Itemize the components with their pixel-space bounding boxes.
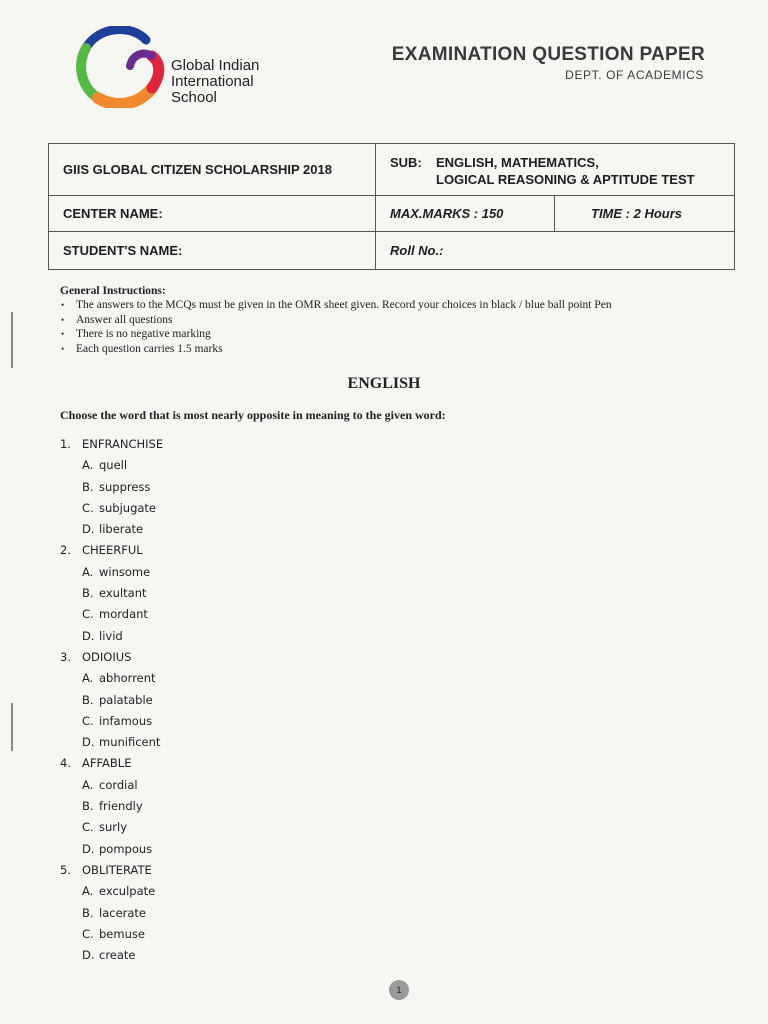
subject-label: SUB: [390,154,422,170]
option-text: exultant [99,586,147,601]
option-text: subjugate [99,500,156,515]
option-text: winsome [99,564,151,579]
option-text: palatable [99,692,153,707]
option-letter: C. [82,713,94,728]
option-text: lacerate [99,905,146,920]
option-text: livid [99,628,123,643]
answer-option [60,798,163,819]
margin-mark [11,312,13,368]
roll-no-field[interactable]: Roll No.: [376,232,735,270]
question-word: ODIOIUS [82,649,132,664]
option-letter: A. [82,671,94,686]
page-number: 1 [389,980,409,1000]
option-letter: B. [82,799,94,814]
question-list [60,436,163,968]
center-name-field[interactable]: CENTER NAME: [49,196,376,232]
subject-cell [376,144,735,196]
department-label: DEPT. OF ACADEMICS [565,68,704,82]
question-number: 5. [60,862,71,877]
school-logo-icon [76,26,166,108]
answer-option [60,926,163,947]
question-item [60,649,163,670]
answer-option [60,521,163,542]
option-letter: C. [82,926,94,941]
student-name-field[interactable]: STUDENT'S NAME: [49,232,376,270]
answer-option [60,841,163,862]
question-instruction: Choose the word that is most nearly opposite in meaning to the given word: [60,408,446,422]
question-item [60,755,163,776]
answer-option [60,670,163,691]
option-letter: A. [82,777,94,792]
option-letter: B. [82,692,94,707]
option-letter: B. [82,586,94,601]
exam-title: EXAMINATION QUESTION PAPER [391,44,705,65]
answer-option [60,457,163,478]
option-letter: A. [82,884,94,899]
option-letter: D. [82,522,95,537]
option-letter: D. [82,735,95,750]
instruction-item: • There is no negative marking [60,327,612,342]
school-name-line: Global Indian [171,57,260,74]
option-text: suppress [99,479,151,494]
option-letter: D. [82,841,95,856]
answer-option [60,734,163,755]
instructions-list [60,298,612,356]
option-text: create [99,948,136,963]
answer-option [60,692,163,713]
school-name [171,58,259,106]
option-text: munificent [99,735,161,750]
question-item [60,436,163,457]
option-letter: D. [82,948,95,963]
answer-option [60,585,163,606]
option-text: bemuse [99,926,145,941]
question-word: OBLITERATE [82,862,152,877]
margin-mark [11,703,13,751]
answer-option [60,500,163,521]
section-title: ENGLISH [347,375,421,392]
question-number: 1. [60,437,71,451]
option-letter: C. [82,820,94,835]
option-text: exculpate [99,884,156,899]
answer-option [60,883,163,904]
option-letter: C. [82,500,94,515]
answer-option [60,564,163,585]
answer-option [60,947,163,968]
instruction-item: • Answer all questions [60,313,612,328]
school-name-line: School [171,89,217,106]
option-text: pompous [99,841,153,856]
option-text: friendly [99,799,143,814]
option-letter: B. [82,479,94,494]
answer-option [60,628,163,649]
answer-option [60,819,163,840]
answer-option [60,905,163,926]
answer-option [60,479,163,500]
subject-line-2: LOGICAL REASONING & APTITUDE TEST [436,171,695,187]
time-cell: TIME : 2 Hours [555,196,735,232]
instruction-item: • The answers to the MCQs must be given in the OMR sheet given. Record your choices in black / blue ball point Pen [60,298,612,313]
answer-option [60,713,163,734]
option-text: surly [99,820,128,835]
option-text: abhorrent [99,671,156,686]
question-word: AFFABLE [82,756,132,771]
option-letter: D. [82,628,95,643]
option-letter: A. [82,564,94,579]
question-number: 3. [60,649,71,664]
exam-info-table [48,143,735,270]
subject-line-1: ENGLISH, MATHEMATICS, [436,154,599,170]
school-name-line: International [171,73,254,90]
option-letter: A. [82,458,94,473]
option-text: infamous [99,713,153,728]
instructions-heading: General Instructions: [60,285,166,297]
answer-option [60,606,163,627]
general-instructions [60,285,612,356]
option-text: liberate [99,522,144,537]
question-word: ENFRANCHISE [82,437,164,451]
option-text: mordant [99,607,148,622]
instruction-item: • Each question carries 1.5 marks [60,342,612,357]
option-text: quell [99,458,128,473]
option-letter: C. [82,607,94,622]
question-item [60,542,163,563]
question-number: 4. [60,756,71,771]
option-text: cordial [99,777,138,792]
question-item [60,862,163,883]
option-letter: B. [82,905,94,920]
max-marks-cell: MAX.MARKS : 150 [376,196,555,232]
question-number: 2. [60,543,71,558]
answer-option [60,777,163,798]
scholarship-cell: GIIS GLOBAL CITIZEN SCHOLARSHIP 2018 [49,144,376,196]
question-word: CHEERFUL [82,543,143,558]
